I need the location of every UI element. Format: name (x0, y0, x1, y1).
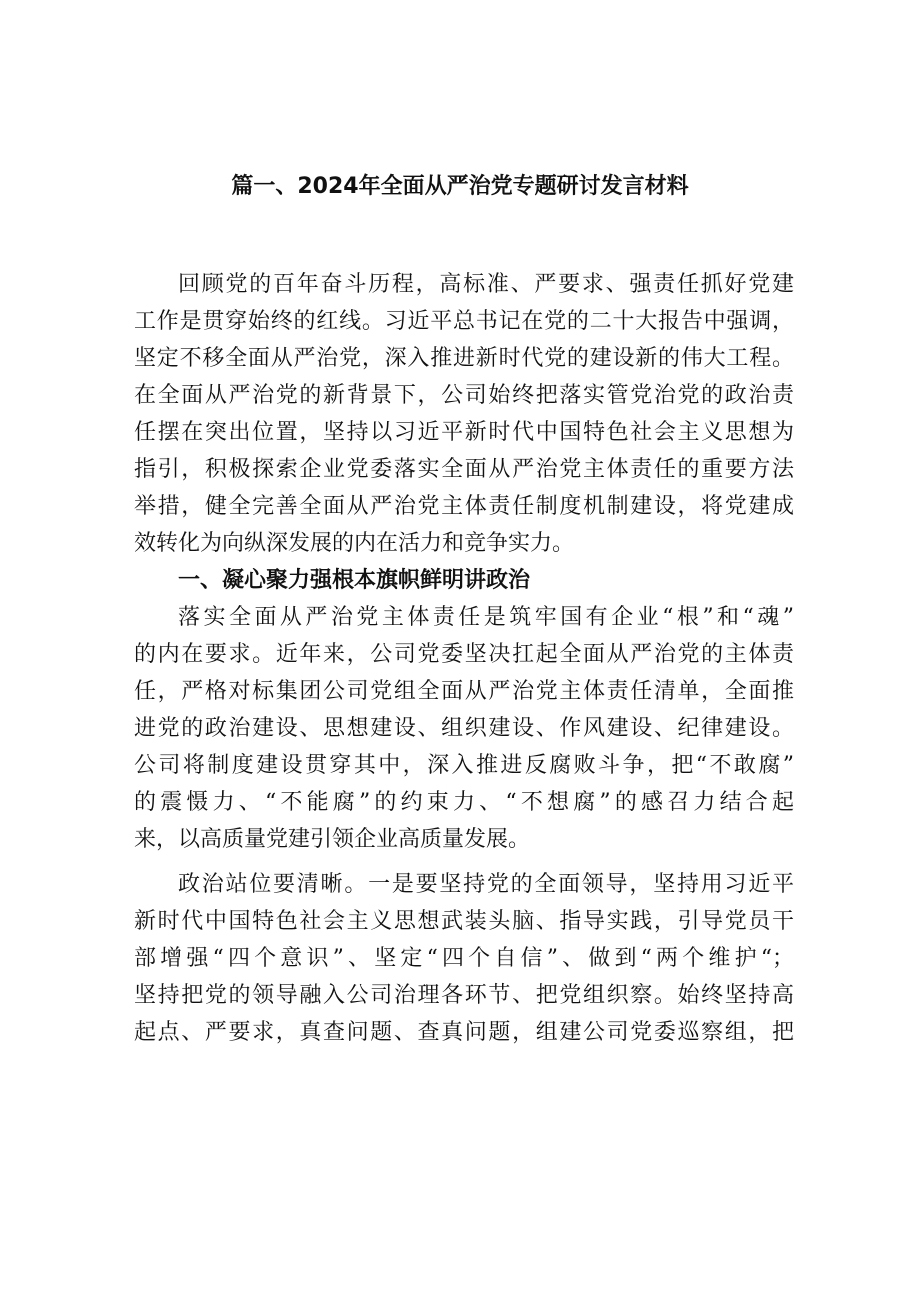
paragraph-1-line: 坚定不移全面从严治党，深入推进新时代党的建设新的伟大工程。 (134, 346, 794, 371)
paragraph-3-line: 起点、严要求，真查问题、查真问题，组建公司党委巡察组，把 (134, 1020, 794, 1045)
paragraph-1-line: 指引，积极探索企业党委落实全面从严治党主体责任的重要方法 (134, 457, 794, 482)
paragraph-2-line: 公司将制度建设贯穿其中，深入推进反腐败斗争，把“不敢腐” (134, 753, 794, 778)
paragraph-1-line: 效转化为向纵深发展的内在活力和竞争实力。 (134, 531, 575, 556)
paragraph-3-line: 政治站位要清晰。一是要坚持党的全面领导，坚持用习近平 (178, 872, 794, 897)
paragraph-1-line: 举措，健全完善全面从严治党主体责任制度机制建设，将党建成 (134, 494, 794, 519)
paragraph-2-line: 落实全面从严治党主体责任是筑牢国有企业“根”和“魂” (178, 605, 794, 630)
paragraph-2-line: 进党的政治建设、思想建设、组织建设、作风建设、纪律建设。 (134, 716, 794, 741)
document-body (134, 266, 794, 1051)
paragraph-1-line: 工作是贯穿始终的红线。习近平总书记在党的二十大报告中强调， (134, 309, 794, 334)
paragraph-spacer (134, 858, 794, 866)
paragraph-2-line: 来，以高质量党建引领企业高质量发展。 (134, 827, 531, 852)
paragraph-1-line: 回顾党的百年奋斗历程，高标准、严要求、强责任抓好党建 (178, 272, 794, 297)
paragraph-1-line: 任摆在突出位置，坚持以习近平新时代中国特色社会主义思想为 (134, 420, 794, 445)
paragraph-2-line: 的震慑力、“不能腐”的约束力、“不想腐”的感召力结合起 (134, 790, 794, 815)
section-heading-1: 一、凝心聚力强根本旗帜鲜明讲政治 (178, 568, 531, 593)
paragraph-1-line: 在全面从严治党的新背景下，公司始终把落实管党治党的政治责 (134, 383, 794, 408)
paragraph-2-line: 任，严格对标集团公司党组全面从严治党主体责任清单，全面推 (134, 679, 794, 704)
paragraph-2-line: 的内在要求。近年来，公司党委坚决扛起全面从严治党的主体责 (134, 642, 794, 667)
paragraph-3-line: 坚持把党的领导融入公司治理各环节、把党组织察。始终坚持高 (134, 983, 794, 1008)
document-title: 篇一、2024年全面从严治党专题研讨发言材料 (231, 174, 689, 199)
paragraph-3-line: 新时代中国特色社会主义思想武装头脑、指导实践，引导党员干 (134, 909, 794, 934)
paragraph-3-line: 部增强“四个意识”、坚定“四个自信”、做到“两个维护“； (134, 946, 794, 971)
